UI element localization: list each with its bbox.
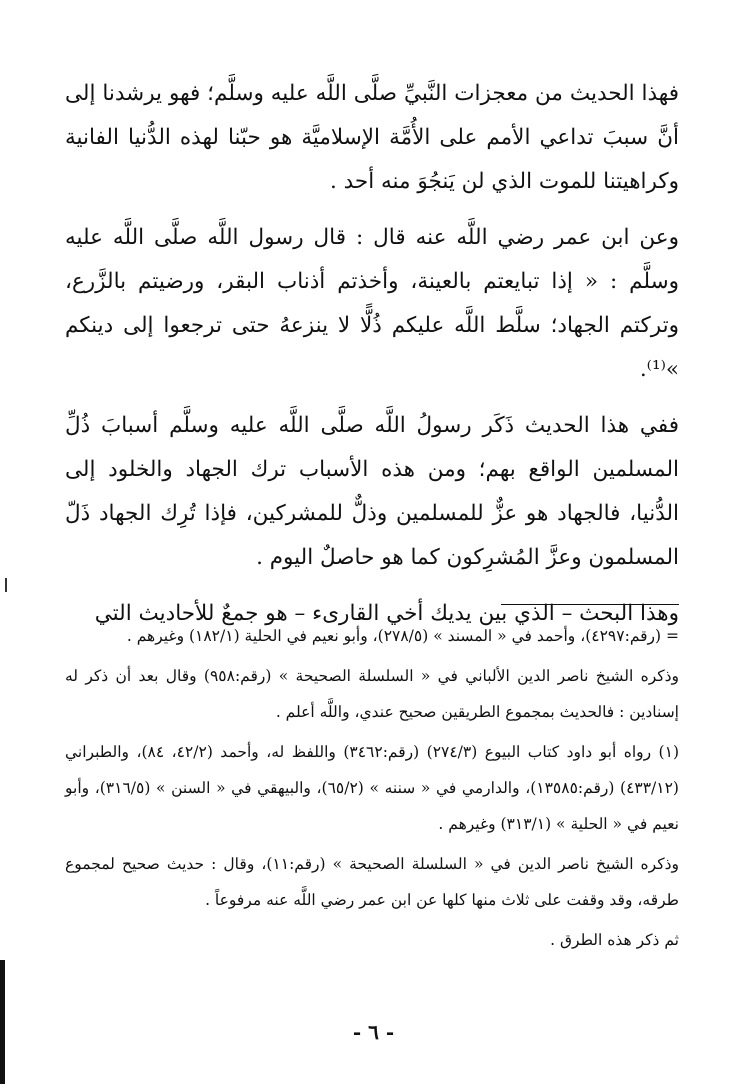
paragraph-causes-of-humiliation: ففي هذا الحديث ذَكَر رسولُ اللَّه صلَّى اللَّه عليه وسلَّم أسبابَ ذُلِّ المسلمين الواقع بهم؛ ومن هذه الأسباب ترك الجهاد والخلود إلى الدُّنيا، فالجهاد هو عزٌّ للمسلمين وذلٌّ للمشركين، فإذا تُرِك الجهاد ذَلّ المسلمون وعزَّ المُشرِكون كما هو حاصلٌ اليوم .: [65, 413, 679, 570]
paragraph-hadith-miracle: فهذا الحديث من معجزات النَّبيِّ صلَّى اللَّه عليه وسلَّم؛ فهو يرشدنا إلى أنَّ سببَ تداعي الأمم على الأُمَّة الإسلاميَّة هو حبّنا لهذه الدُّنيا الفانية وكراهيتنا للموت الذي لن يَنجُوَ منه أحد .: [65, 81, 679, 194]
paragraph-ibn-umar-hadith: وعن ابن عمر رضي اللَّه عنه قال : قال رسول اللَّه صلَّى اللَّه عليه وسلَّم : « إذا تبايعتم بالعينة، وأخذتم أذناب البقر، ورضيتم بالزَّرع، وتركتم الجهاد؛ سلَّط اللَّه عليكم ذُلًّا لا ينزعهُ حتى ترجعوا إلى دينكم »⁽¹⁾.: [65, 225, 679, 382]
footnote-1: (١) رواه أبو داود كتاب البيوع (٢٧٤/٣) (رقم:٣٤٦٢) واللفظ له، وأحمد (٤٢/٢، ٨٤)، والطبراني (٤٣٣/١٢) (رقم:١٣٥٨٥)، والدارمي في « سننه » (٦٥/٢)، والبيهقي في « السنن » (٣١٦/٥)، وأبو نعيم في « الحلية » (٣١٣/١) وغيرهم .: [65, 743, 679, 833]
footnote-1-albani: وذكره الشيخ ناصر الدين في « السلسلة الصحيحة » (رقم:١١)، وقال : حديث صحيح لمجموع طرقه، وقد وقفت على ثلاث منها كلها عن ابن عمر رضي اللَّه عنه مرفوعاً .: [65, 855, 679, 909]
footnote-separator: [501, 604, 679, 605]
footnote-1-closing: ثم ذكر هذه الطرق .: [550, 931, 679, 949]
footnote-continuation: = (رقم:٤٢٩٧)، وأحمد في « المسند » (٢٧٨/٥)، وأبو نعيم في الحلية (١٨٢/١) وغيرهم .: [126, 627, 679, 645]
main-text: [65, 72, 679, 648]
page-number: - ٦ -: [352, 1020, 395, 1044]
footnote-albani-note: وذكره الشيخ ناصر الدين الألباني في « السلسلة الصحيحة » (رقم:٩٥٨) وقال بعد أن ذكر له إسنادين : فالحديث بمجموع الطريقين صحيح عندي، واللَّه أعلم .: [65, 667, 680, 721]
paragraph-research-intro: وهذا البحث – الذي بين يديك أخي القارىء – هو جمعٌ للأحاديث التي: [94, 601, 679, 626]
footnotes: [65, 618, 679, 962]
page-edge-mark: [5, 578, 7, 592]
